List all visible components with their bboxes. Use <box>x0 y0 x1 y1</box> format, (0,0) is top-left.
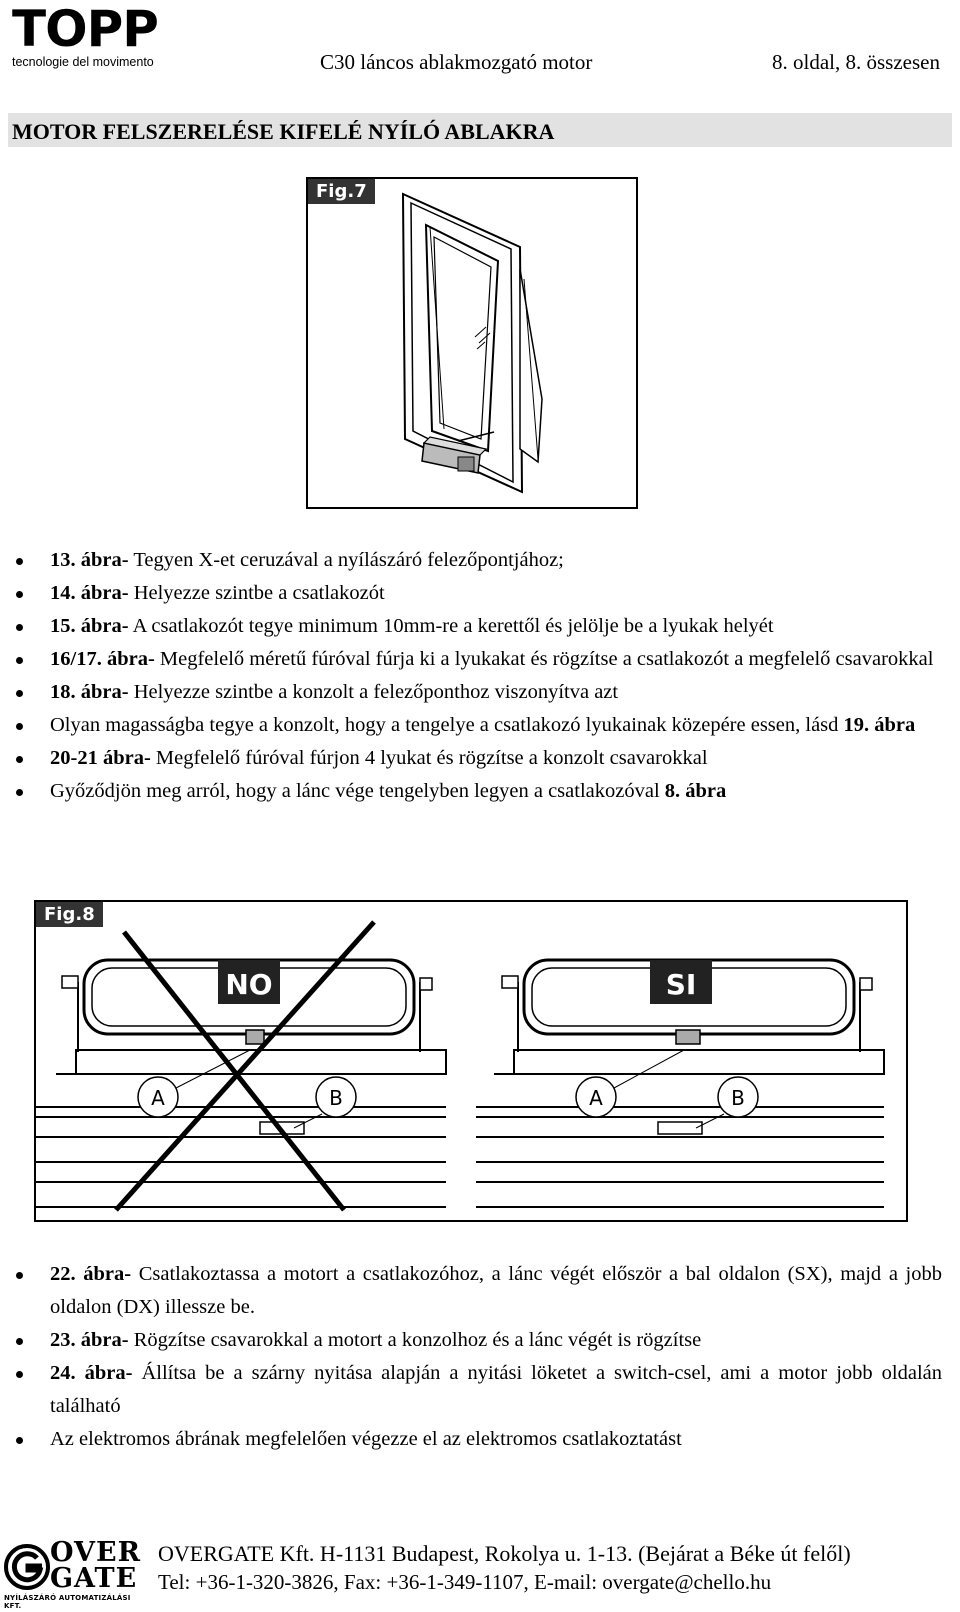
list-item: Győződjön meg arról, hogy a lánc vége tengelyben legyen a csatlakozóval 8. ábra <box>0 775 960 808</box>
figure-7 <box>306 177 638 509</box>
list-item: 16/17. ábra- Megfelelő méretű fúróval fúrja ki a lyukakat és rögzítse a csatlakozót a megfelelő csavarokkal <box>0 643 960 676</box>
left-panel-no <box>36 922 446 1210</box>
installation-comparison <box>36 902 906 1220</box>
figure-8-label: Fig.8 <box>36 902 103 927</box>
figure-8 <box>34 900 908 1222</box>
window-illustration <box>308 179 636 507</box>
instruction-list-1 <box>0 544 960 808</box>
document-title: C30 láncos ablakmozgató motor <box>320 50 593 74</box>
list-item: 23. ábra- Rögzítse csavarokkal a motort a konzolhoz és a lánc végét is rögzítse <box>0 1324 960 1357</box>
list-item: 15. ábra- A csatlakozót tegye minimum 10mm-re a kerettől és jelölje be a lyukak helyét <box>0 610 960 643</box>
no-badge: NO <box>225 968 273 1001</box>
overgate-logo <box>4 1537 142 1610</box>
logo-text-gate: GATE <box>50 1563 138 1594</box>
page-info: 8. oldal, 8. összesen <box>772 50 940 74</box>
list-item: 14. ábra- Helyezze szintbe a csatlakozót <box>0 577 960 610</box>
marker-b-right: B <box>731 1086 745 1110</box>
list-item: Az elektromos ábrának megfelelően végezze el az elektromos csatlakoztatást <box>0 1423 960 1456</box>
si-badge: SI <box>665 968 697 1001</box>
figure-7-label: Fig.7 <box>308 179 375 204</box>
logo-tagline: tecnologie del movimento <box>12 55 154 69</box>
list-item: 20-21 ábra- Megfelelő fúróval fúrjon 4 lyukat és rögzítse a konzolt csavarokkal <box>0 742 960 775</box>
instruction-list-2 <box>0 1258 960 1456</box>
marker-b-left: B <box>329 1086 343 1110</box>
list-item: Olyan magasságba tegye a konzolt, hogy a tengelye a csatlakozó lyukainak közepére essen, lásd 19. ábra <box>0 709 960 742</box>
section-title: MOTOR FELSZERELÉSE KIFELÉ NYÍLÓ ABLAKRA <box>12 119 555 144</box>
footer-address: OVERGATE Kft. H-1131 Budapest, Rokolya u. 1-13. (Bejárat a Béke út felől) <box>158 1541 851 1566</box>
list-item: 13. ábra- Tegyen X-et ceruzával a nyílászáró felezőpontjához; <box>0 544 960 577</box>
list-item: 22. ábra- Csatlakoztassa a motort a csatlakozóhoz, a lánc végét először a bal oldalon (SX), majd a jobb oldalon (DX) illessze be. <box>0 1258 960 1324</box>
right-panel-si <box>476 960 884 1207</box>
list-item: 24. ábra- Állítsa be a szárny nyitása alapján a nyitási löketet a switch-csel, ami a motor jobb oldalán található <box>0 1357 960 1423</box>
footer-contact: Tel: +36-1-320-3826, Fax: +36-1-349-1107, E-mail: overgate@chello.hu <box>158 1570 772 1594</box>
logo-text-over: OVER <box>50 1537 142 1568</box>
logo-subtitle: NYÍLÁSZÁRÓ AUTOMATIZÁLÁSI KFT. <box>4 1594 131 1610</box>
list-item: 18. ábra- Helyezze szintbe a konzolt a felezőponthoz viszonyítva azt <box>0 676 960 709</box>
marker-a-left: A <box>151 1086 165 1110</box>
topp-logo <box>12 0 182 69</box>
logo-main-text: TOPP <box>12 0 158 58</box>
overgate-emblem-icon <box>4 1542 50 1592</box>
marker-a-right: A <box>589 1086 603 1110</box>
